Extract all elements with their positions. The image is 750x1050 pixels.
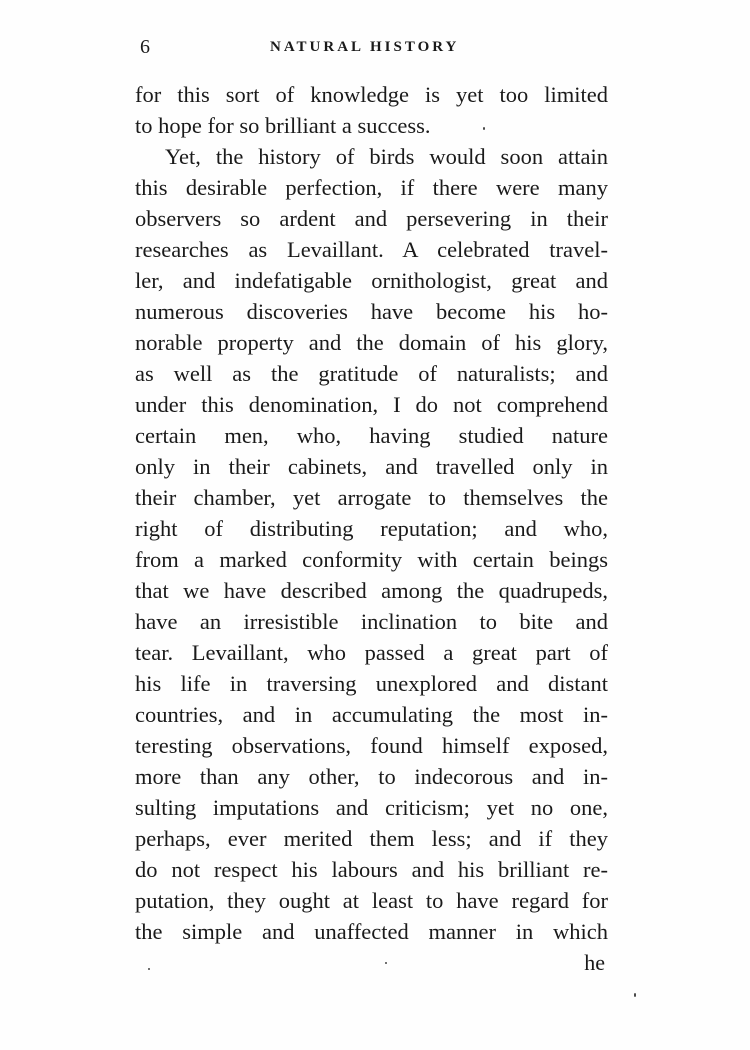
text-line: do not respect his labours and his brilliant re-	[135, 857, 608, 882]
text-line: to hope for so brilliant a success.	[135, 113, 431, 138]
text-line: have an irresistible inclination to bite and	[135, 609, 608, 634]
ink-speck	[483, 127, 485, 130]
text-line: the simple and unaffected manner in which	[135, 919, 608, 944]
text-line: Yet, the history of birds would soon attain	[165, 144, 608, 169]
running-head	[0, 36, 750, 60]
ink-speck	[148, 968, 150, 970]
text-line: numerous discoveries have become his ho-	[135, 299, 608, 324]
text-line: that we have described among the quadrupeds,	[135, 578, 608, 603]
text-line: their chamber, yet arrogate to themselves the	[135, 485, 608, 510]
ink-speck	[634, 993, 636, 997]
text-line: certain men, who, having studied nature	[135, 423, 608, 448]
page-number: 6	[140, 36, 151, 58]
ink-speck	[385, 962, 387, 964]
body-text	[135, 79, 608, 947]
text-line: from a marked conformity with certain beings	[135, 547, 608, 572]
text-line: ler, and indefatigable ornithologist, great and	[135, 268, 608, 293]
text-line: only in their cabinets, and travelled only in	[135, 454, 608, 479]
text-line: sulting imputations and criticism; yet no one,	[135, 795, 608, 820]
text-line: right of distributing reputation; and who,	[135, 516, 608, 541]
text-line: putation, they ought at least to have regard for	[135, 888, 608, 913]
catchword: he	[584, 950, 605, 975]
text-line: more than any other, to indecorous and in-	[135, 764, 608, 789]
text-line: perhaps, ever merited them less; and if they	[135, 826, 608, 851]
text-line: countries, and in accumulating the most in-	[135, 702, 608, 727]
text-line: observers so ardent and persevering in their	[135, 206, 608, 231]
text-line: teresting observations, found himself exposed,	[135, 733, 608, 758]
text-line: his life in traversing unexplored and distant	[135, 671, 608, 696]
text-line: as well as the gratitude of naturalists; and	[135, 361, 608, 386]
text-line: for this sort of knowledge is yet too limited	[135, 82, 608, 107]
text-line: this desirable perfection, if there were many	[135, 175, 608, 200]
running-title: NATURAL HISTORY	[270, 39, 460, 55]
text-line: researches as Levaillant. A celebrated travel-	[135, 237, 608, 262]
text-line: norable property and the domain of his glory,	[135, 330, 608, 355]
text-line: under this denomination, I do not comprehend	[135, 392, 608, 417]
text-line: tear. Levaillant, who passed a great part of	[135, 640, 608, 665]
